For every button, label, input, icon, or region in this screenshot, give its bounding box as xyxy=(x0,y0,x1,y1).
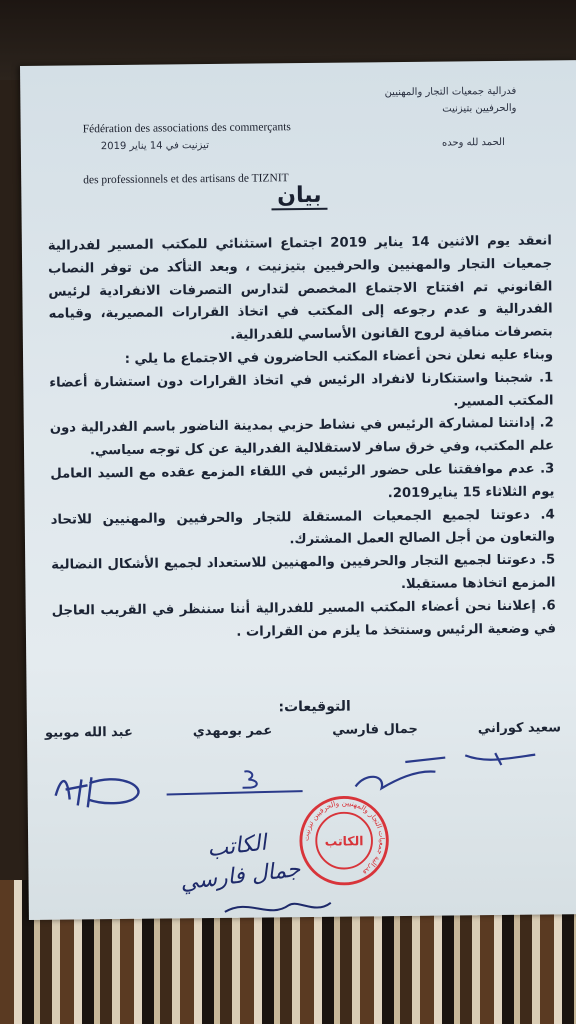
paragraph: وبناء عليه نعلن نحن أعضاء المكتب الحاضرون في الاجتماع ما يلي : xyxy=(124,347,554,367)
secretary-name: جمال فارسي xyxy=(178,856,302,896)
signature-scribble xyxy=(345,749,545,799)
secretary-role: الكاتب xyxy=(205,830,268,863)
paragraph: انعقد يوم الاثنين 14 يناير 2019 اجتماع استثنائي للمكتب المسير لفدرالية جمعيات التجار والمهنيين والحرفيين بتيزنيت ، وبعد التأكد من توفر النصاب القانوني تم افتتاح الاجتماع المخصص لتدارس التصرفات الانفرادية لرئيس الفدرالية و عدم رجوعه إلى المكتب في اتخاذ القرارات المصيرية، وقيامه بتصرفات منافية لروح القانون الأساسي للفدرالية. xyxy=(47,233,553,343)
secretary-signature xyxy=(175,825,302,898)
document-page xyxy=(20,60,576,920)
list-item: 1. شجبنا واستنكارنا لانفراد الرئيس في اتخاذ القرارات دون استشارة أعضاء المكتب المسير. xyxy=(49,370,554,410)
signatory-name: عبد الله موبيو xyxy=(44,724,133,741)
list-item: 2. إدانتنا لمشاركة الرئيس في نشاط حزبي بمدينة الناضور باسم الفدرالية دون علم المكتب، وفي خرق سافر لاستقلالية الفدرالية عن كل توجه سياسي. xyxy=(49,415,555,459)
signature-scribble xyxy=(47,765,158,816)
header-arabic-line2: والحرفيين بتيزنيت xyxy=(442,102,517,115)
signatory-name: جمال فارسي xyxy=(332,721,418,738)
date-line: تيزنيت في 14 يناير 2019 xyxy=(100,140,210,153)
document-body xyxy=(48,230,556,646)
header-french-line1: Fédération des associations des commerçants xyxy=(82,121,291,136)
signatory-name: عمر بومهدي xyxy=(192,723,273,740)
document-title-text: بيان xyxy=(271,183,328,211)
list-item: 5. دعوتنا لجميع التجار والحرفيين والمهنيين للاستعداد لجميع الأشكال النضالية المزمع اتخاذها مستقبلا. xyxy=(51,552,556,592)
signatory-name: سعيد كوراني xyxy=(477,720,562,737)
signatory-names xyxy=(45,720,561,740)
signature-scribble xyxy=(162,763,312,805)
document-title xyxy=(21,180,576,211)
header-french-line2: des professionnels et des artisans de TIZNIT xyxy=(83,172,289,187)
stamp-center-text: الكاتب xyxy=(324,833,364,849)
red-stamp xyxy=(296,792,393,889)
list-item: 6. إعلاننا نحن أعضاء المكتب المسير للفدرالية أننا سننظر في القريب العاجل في وضعية الرئيس وسنتخذ ما يلزم من القرارات . xyxy=(51,598,556,640)
stamp-ring-text: فدرالية جمعيات التجار والمهنيين والحرفيين تيزنيت xyxy=(301,798,387,878)
list-item: 4. دعوتنا لجميع الجمعيات المستقلة للتجار والحرفيين والمهنيين للاتحاد والتعاون من أجل الصالح العمل المشترك. xyxy=(50,506,556,548)
invocation-line: الحمد لله وحده xyxy=(441,136,505,149)
signature-scribble xyxy=(219,893,339,924)
header-arabic xyxy=(384,83,516,118)
list-item: 3. عدم موافقتنا على حضور الرئيس في اللقاء المزمع عقده مع السيد العامل يوم الثلاثاء 15 يناير2019. xyxy=(50,461,555,501)
header-arabic-line1: فدرالية جمعيات التجار والمهنيين xyxy=(384,85,517,99)
signatures-title: التوقيعات: xyxy=(278,698,351,716)
